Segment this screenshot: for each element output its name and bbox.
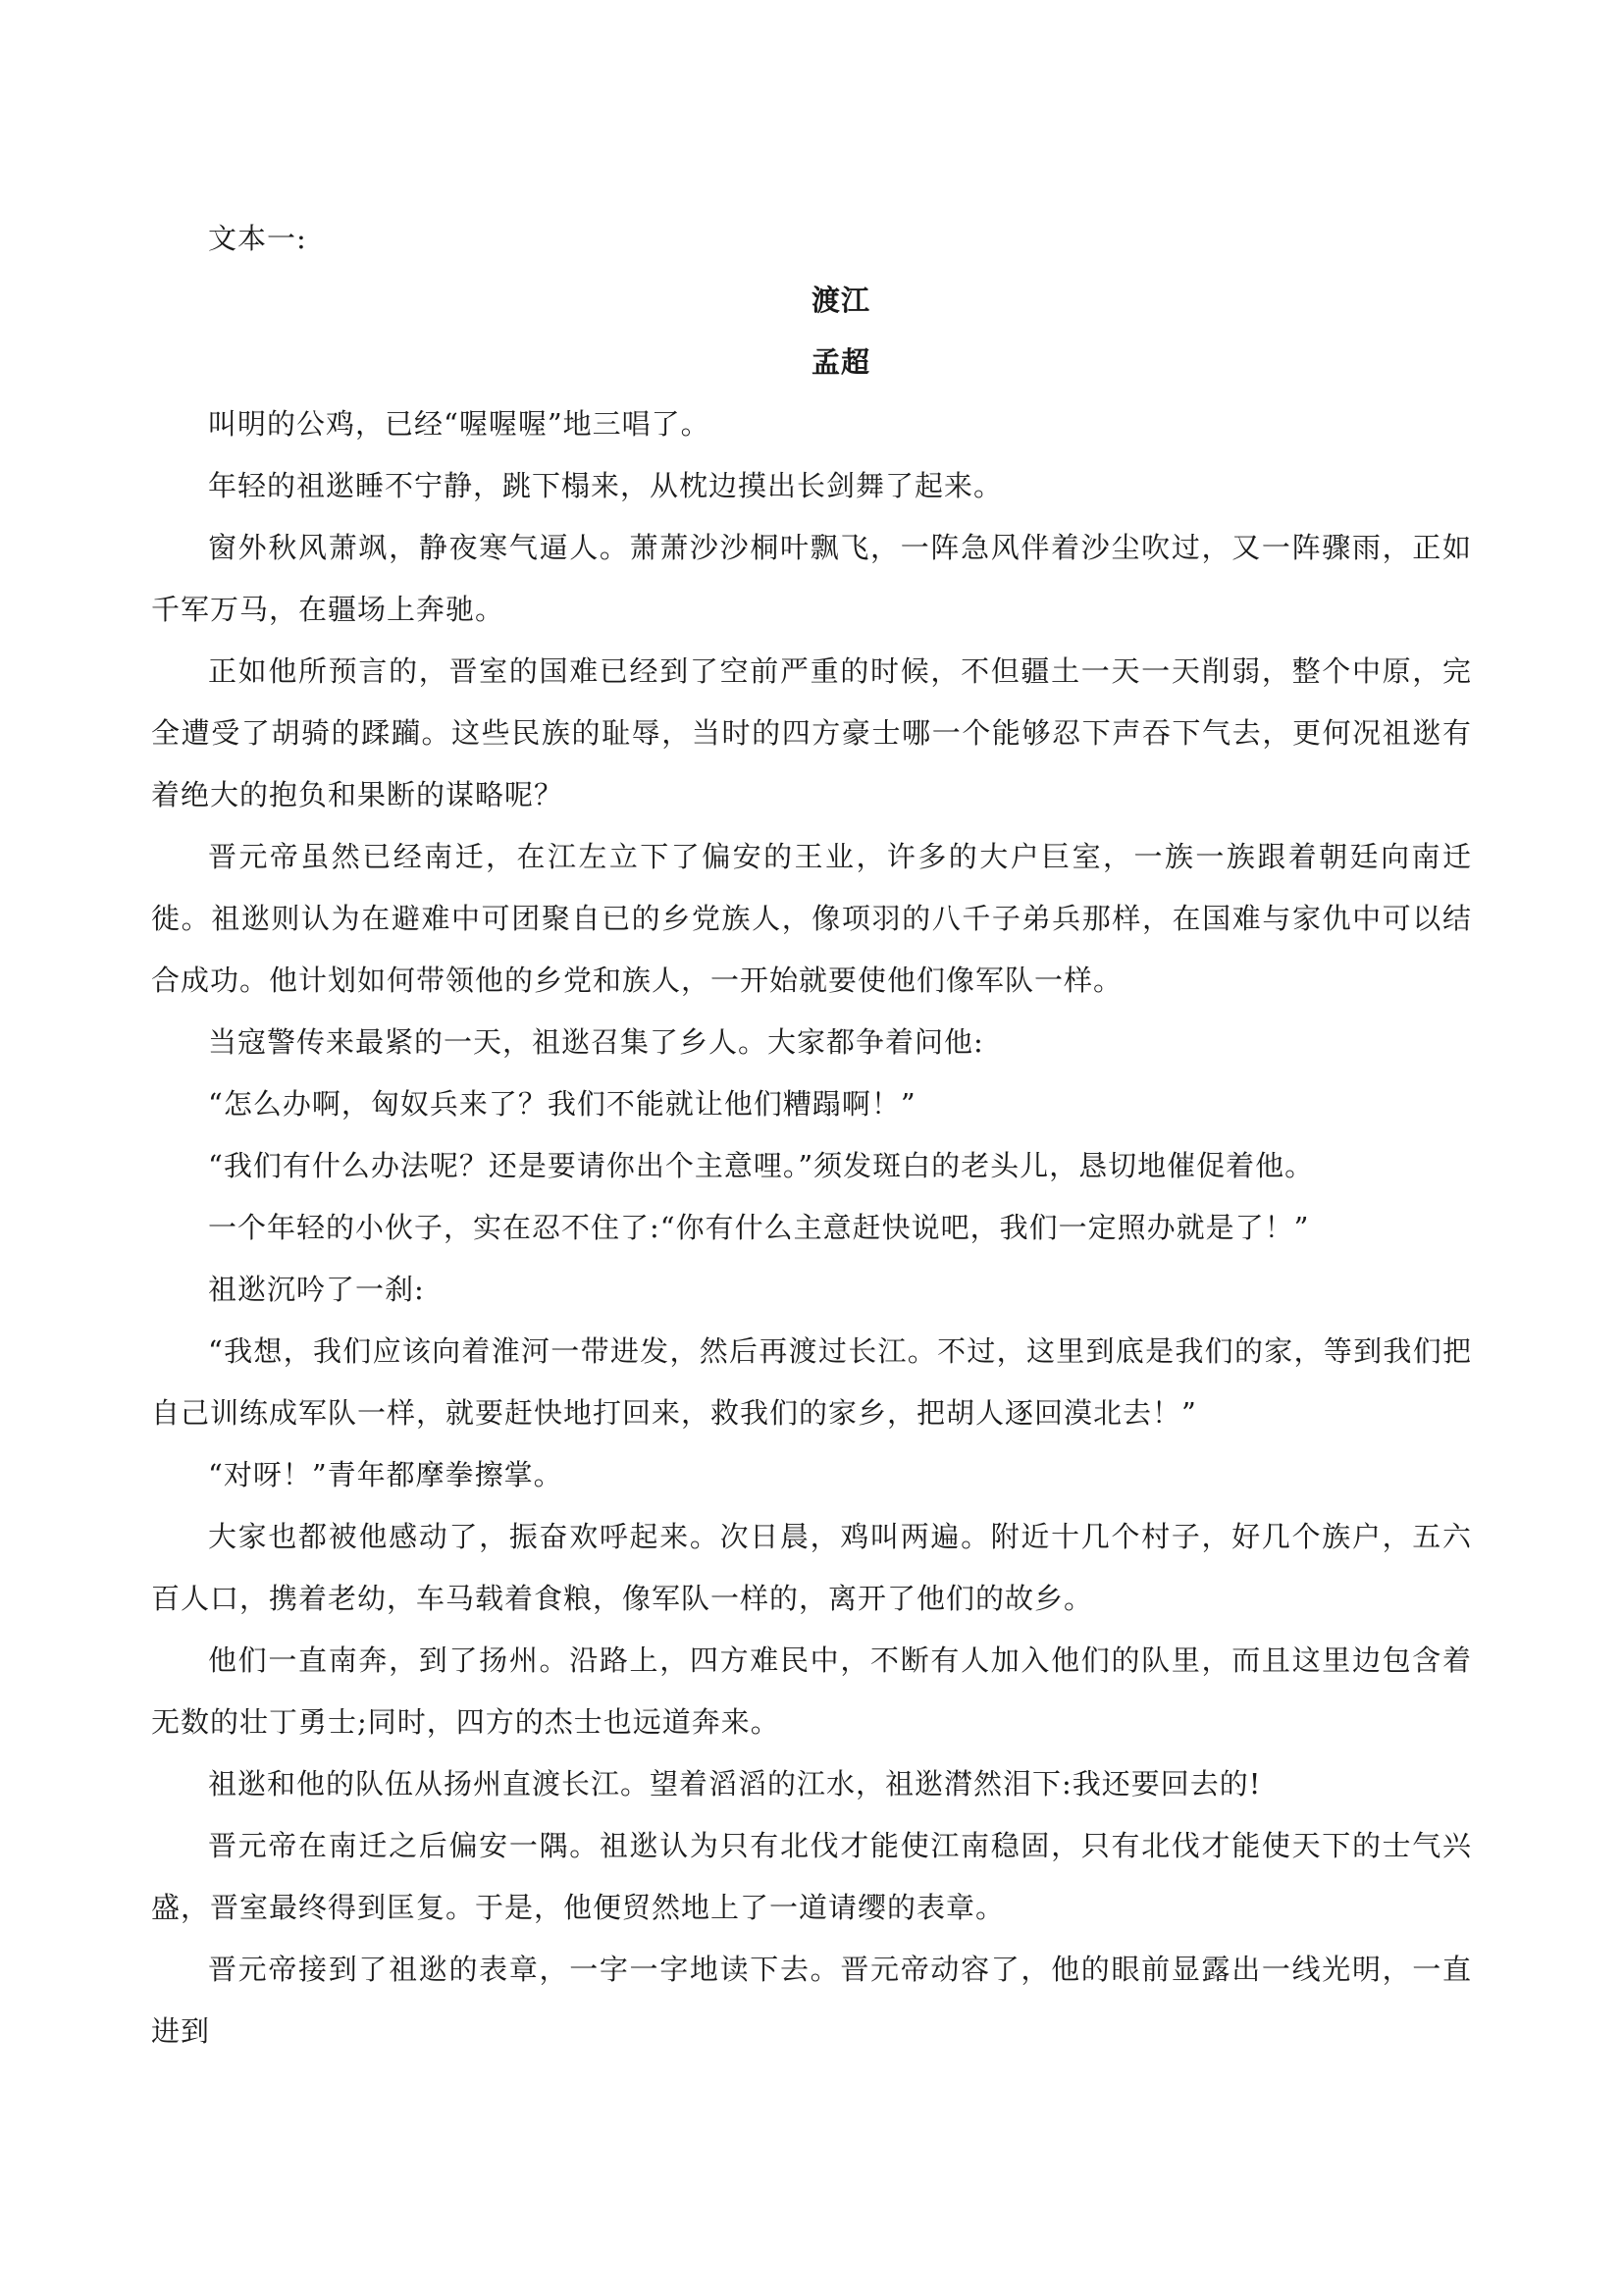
paragraph: 晋元帝接到了祖逖的表章，一字一字地读下去。晋元帝动容了，他的眼前显露出一线光明，一直进到	[151, 1953, 1472, 2048]
paragraph: 祖逖沉吟了一刹:	[208, 1273, 425, 1306]
paragraph: 当寇警传来最紧的一天，祖逖召集了乡人。大家都争着问他:	[208, 1025, 984, 1059]
paragraph: 叫明的公鸡，已经“喔喔喔”地三唱了。	[208, 407, 710, 441]
paragraph: “我想，我们应该向着淮河一带进发，然后再渡过长江。不过，这里到底是我们的家，等到我们把自己训练成军队一样，就要赶快地打回来，救我们的家乡，把胡人逐回漠北去！”	[151, 1334, 1472, 1430]
paragraph: 晋元帝在南迁之后偏安一隅。祖逖认为只有北伐才能使江南稳固，只有北伐才能使天下的士气兴盛，晋室最终得到匡复。于是，他便贸然地上了一道请缨的表章。	[151, 1829, 1472, 1924]
paragraph: 正如他所预言的，晋室的国难已经到了空前严重的时候，不但疆土一天一天削弱，整个中原，完全遭受了胡骑的蹂躏。这些民族的耻辱，当时的四方豪士哪一个能够忍下声吞下气去，更何况祖逖有着绝大的抱负和果断的谋略呢？	[151, 654, 1472, 811]
paragraph: 年轻的祖逖睡不宁静，跳下榻来，从枕边摸出长剑舞了起来。	[208, 469, 1004, 502]
paragraph: 晋元帝虽然已经南迁，在江左立下了偏安的王业，许多的大户巨室，一族一族跟着朝廷向南迁徙。祖逖则认为在避难中可团聚自已的乡党族人，像项羽的八千子弟兵那样，在国难与家仇中可以结合成功。他计划如何带领他的乡党和族人，一开始就要使他们像军队一样。	[151, 840, 1472, 997]
article-title: 渡江	[811, 284, 870, 317]
document-body	[151, 208, 1472, 2062]
paragraph: “怎么办啊，匈奴兵来了？我们不能就让他们糟蹋啊！”	[208, 1087, 916, 1121]
paragraph: “对呀！”青年都摩拳擦掌。	[208, 1458, 563, 1491]
article-author: 孟超	[811, 345, 870, 379]
paragraph: “我们有什么办法呢？还是要请你出个主意哩。”须发斑白的老头儿，恳切地催促着他。	[208, 1149, 1315, 1182]
paragraph: 大家也都被他感动了，振奋欢呼起来。次日晨，鸡叫两遍。附近十几个村子，好几个族户，五六百人口，携着老幼，车马载着食粮，像军队一样的，离开了他们的故乡。	[151, 1520, 1472, 1615]
paragraph: 一个年轻的小伙子，实在忍不住了:“你有什么主意赶快说吧，我们一定照办就是了！”	[208, 1211, 1310, 1244]
paragraph: 他们一直南奔，到了扬州。沿路上，四方难民中，不断有人加入他们的队里，而且这里边包含着无数的壮丁勇士;同时，四方的杰士也远道奔来。	[151, 1644, 1472, 1739]
paragraph: 窗外秋风萧飒，静夜寒气逼人。萧萧沙沙桐叶飘飞，一阵急风伴着沙尘吹过，又一阵骤雨，正如千军万马，在疆场上奔驰。	[151, 531, 1472, 626]
text-label: 文本一:	[208, 222, 307, 255]
paragraph: 祖逖和他的队伍从扬州直渡长江。望着滔滔的江水，祖逖潸然泪下:我还要回去的!	[208, 1767, 1262, 1800]
